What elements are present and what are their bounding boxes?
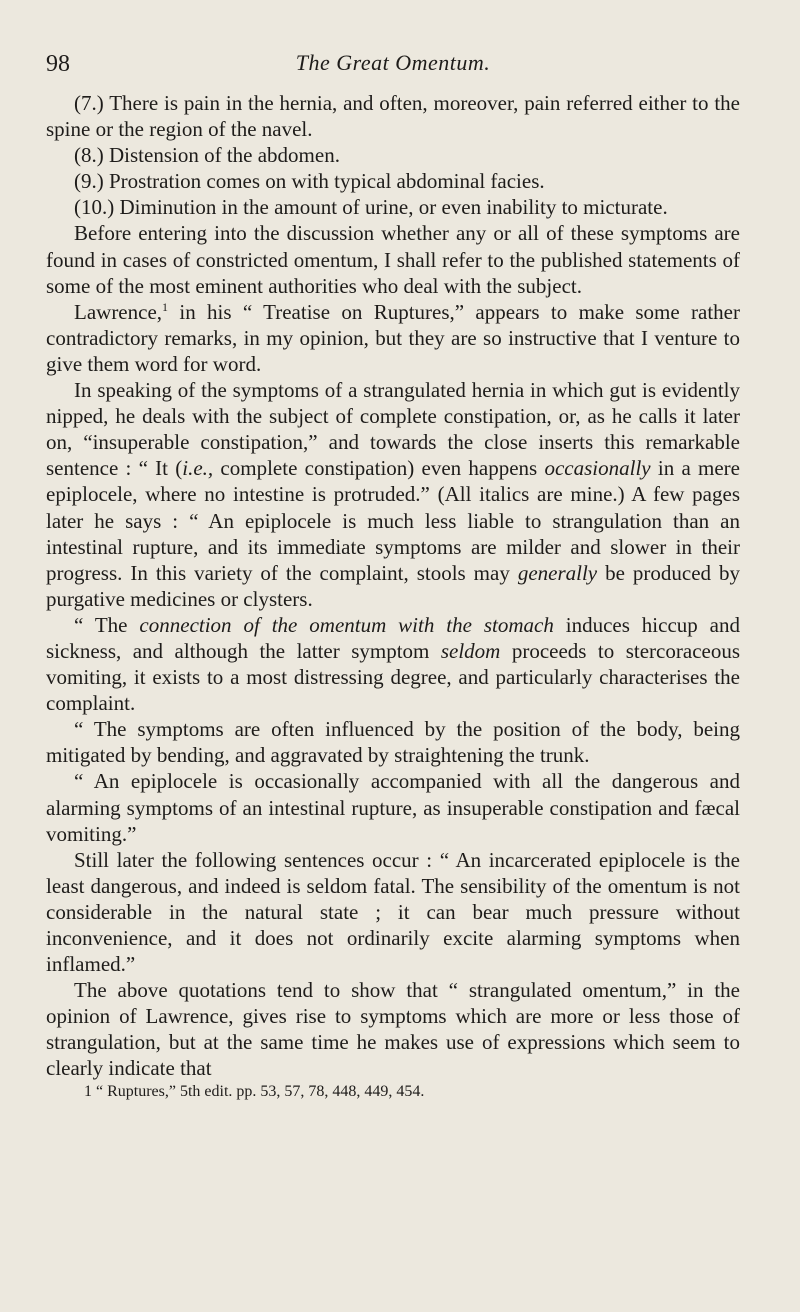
text-run: in a mere epiplocele, where no intestine is protruded.” (All italics are mine.) A few pages later he says : “ An epiplocele is much less liable to strangulation than an intestinal rupture, and its immediate symptoms are milder and slower in their progress. In this variety of the complaint, stools may [46, 456, 740, 585]
italic-run: seldom [440, 638, 501, 663]
text-run: complete constipation) even happens [213, 456, 545, 481]
footnote-marker: 1 [84, 1082, 92, 1100]
italic-run: i.e., [182, 456, 214, 481]
symptom-item-8: (8.) Distension of the abdomen. [74, 143, 340, 168]
text-run: “ The [74, 612, 140, 637]
footnote-ref: 1 [162, 299, 169, 314]
footnote-text: “ Ruptures,” 5th edit. pp. 53, 57, 78, 448, 449, 454. [92, 1082, 425, 1100]
italic-run: connection of the omentum with the stomach [139, 612, 554, 637]
paragraph-constipation [46, 377, 740, 612]
lawrence-text: in his “ Treatise on Ruptures,” appears to make some rather contradictory remarks, in my opinion, but they are so instructive that I venture to give them word for word. [46, 299, 740, 376]
symptom-item-10: (10.) Diminution in the amount of urine, or even inability to micturate. [74, 195, 668, 220]
page-header [46, 36, 740, 76]
symptom-item-7: (7.) There is pain in the hernia, and often, moreover, pain referred either to the spine or the region of the navel. [46, 91, 740, 142]
text-run: induces hiccup and sickness, and although the latter symptom [46, 612, 741, 663]
paragraph-connection [46, 612, 740, 716]
paragraph-conclusion: The above quotations tend to show that “ strangulated omentum,” in the opinion of Lawrence, gives rise to symptoms which are more or less those of strangulation, but at the same time he makes use of expressions which seem to clearly indicate that [46, 978, 740, 1081]
page-number: 98 [46, 51, 70, 77]
italic-run: occasionally [544, 456, 651, 481]
running-head: The Great Omentum. [295, 50, 491, 75]
footnote [46, 1082, 740, 1102]
text-run: proceeds to stercoraceous vomiting, it exists to a most distressing degree, and particularly characterises the complaint. [46, 638, 741, 716]
text-run: In speaking of the symptoms of a strangulated hernia in which gut is evidently nipped, he deals with the subject of complete constipation, or, as he calls it later on, “insuperable constipation,” and towards the close inserts this remarkable sentence : “ It ( [46, 378, 740, 481]
paragraph-intro: Before entering into the discussion whether any or all of these symptoms are found in cases of constricted omentum, I shall refer to the published statements of some of the most eminent authorities who deal with the subject. [46, 221, 740, 298]
paragraph-position: “ The symptoms are often influenced by the position of the body, being mitigated by bending, and aggravated by straightening the trunk. [46, 717, 740, 768]
paragraph-epiplocele: “ An epiplocele is occasionally accompanied with all the dangerous and alarming symptoms of an intestinal rupture, as insuperable constipation and fæcal vomiting.” [46, 769, 740, 846]
lawrence-name: Lawrence, [74, 299, 163, 324]
text-run: be produced by purgative medicines or clysters. [46, 560, 740, 611]
paragraph-lawrence [46, 299, 740, 377]
body-text [46, 90, 740, 1102]
italic-run: generally [517, 560, 598, 585]
paragraph-incarcerated: Still later the following sentences occur : “ An incarcerated epiplocele is the least dangerous, and indeed is seldom fatal. The sensibility of the omentum is not considerable in the natural state ; it can bear much pressure without inconvenience, and it does not ordinarily excite alarming symptoms when inflamed.” [46, 847, 740, 977]
symptom-item-9: (9.) Prostration comes on with typical abdominal facies. [74, 169, 545, 194]
